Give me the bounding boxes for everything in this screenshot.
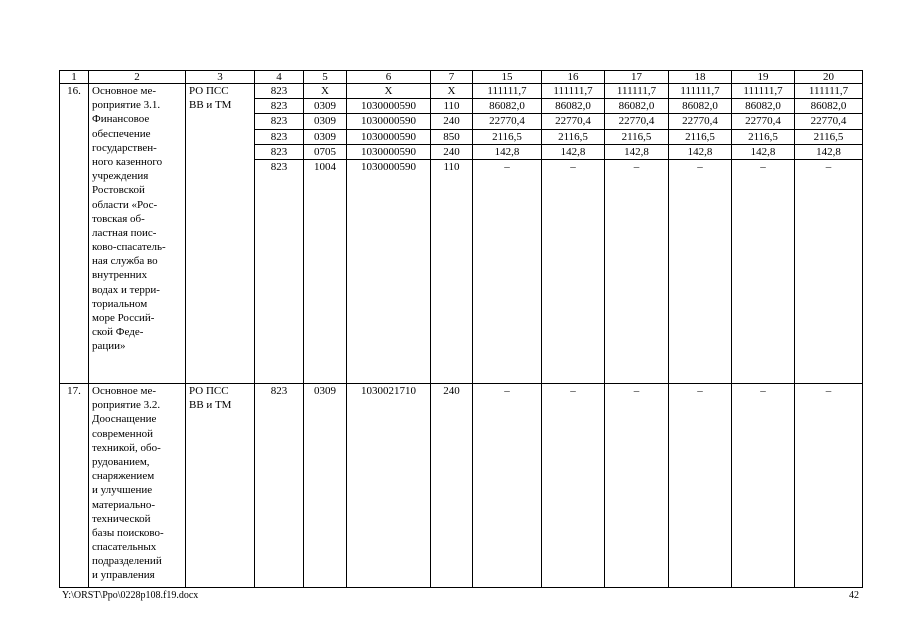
description-line: товская об- xyxy=(92,212,145,225)
expense-type-code-column xyxy=(431,384,473,588)
section-code-column xyxy=(304,384,347,588)
amount-value: – xyxy=(633,385,640,397)
year-value-column xyxy=(669,384,732,588)
grbs-code-column xyxy=(255,84,304,384)
amount-value: 111111,7 xyxy=(732,84,794,99)
year-value-column xyxy=(669,84,732,384)
description-line: спасательных xyxy=(92,541,157,554)
description-line: Основное ме- xyxy=(92,85,157,97)
header-cell: 1 xyxy=(60,71,89,84)
year-value-column xyxy=(542,84,605,384)
amount-value: 86082,0 xyxy=(542,99,604,114)
header-cell: 6 xyxy=(347,71,431,84)
amount-value: 86082,0 xyxy=(795,99,862,114)
year-value-column xyxy=(795,84,863,384)
document-path: Y:\ORST\Ppo\0228p108.f19.docx xyxy=(62,590,199,601)
header-cell: 19 xyxy=(732,71,795,84)
amount-value: – xyxy=(570,385,576,397)
executor-line: ВВ и ТМ xyxy=(189,399,232,412)
target-article-code: 1030000590 xyxy=(361,160,416,173)
budget-table xyxy=(59,70,863,588)
table-row xyxy=(60,384,863,588)
amount-value: 86082,0 xyxy=(732,99,794,114)
amount-value: 142,8 xyxy=(542,145,604,160)
description-line: ластная поис- xyxy=(92,226,157,239)
amount-value: 142,8 xyxy=(669,145,731,160)
activity-description xyxy=(89,384,186,588)
grbs-code: 823 xyxy=(270,385,288,397)
expense-type-code: 110 xyxy=(431,99,472,114)
description-line: ской Феде- xyxy=(92,326,144,339)
section-code: 1004 xyxy=(314,160,336,173)
description-line: рудованием, xyxy=(92,455,150,468)
description-line: внутренних xyxy=(92,269,148,282)
header-cell: 7 xyxy=(431,71,473,84)
executor-line: РО ПСС xyxy=(189,385,229,397)
amount-value: – xyxy=(760,385,766,397)
table-body xyxy=(60,84,863,588)
description-line: обеспечение xyxy=(92,127,151,140)
row-number-text: 16. xyxy=(67,85,81,97)
amount-value: 142,8 xyxy=(605,145,668,160)
description-line: базы поисково- xyxy=(92,526,164,539)
target-article-code: 1030000590 xyxy=(347,145,430,160)
row-number xyxy=(60,384,89,588)
amount-value: 111111,7 xyxy=(473,84,541,99)
grbs-code: 823 xyxy=(255,99,303,114)
responsible-executor xyxy=(186,384,255,588)
amount-value: – xyxy=(825,160,832,173)
grbs-code: 823 xyxy=(255,130,303,145)
description-line: Ростовской xyxy=(92,184,145,197)
expense-type-code: 240 xyxy=(431,114,472,129)
description-line: рации» xyxy=(92,340,126,353)
table-row xyxy=(60,84,863,384)
description-line: техникой, обо- xyxy=(92,441,161,454)
amount-value: 111111,7 xyxy=(669,84,731,99)
amount-value: 2116,5 xyxy=(795,130,862,145)
grbs-code: 823 xyxy=(270,160,288,173)
amount-value: 22770,4 xyxy=(669,114,731,129)
description-line: материально- xyxy=(92,498,156,511)
description-line: области «Рос- xyxy=(92,198,158,211)
grbs-code-column xyxy=(255,384,304,588)
amount-value: 22770,4 xyxy=(732,114,794,129)
amount-value: 142,8 xyxy=(473,145,541,160)
description-line: государствен- xyxy=(92,141,157,154)
description-line: технической xyxy=(92,512,151,525)
amount-value: 142,8 xyxy=(795,145,862,160)
expense-type-code-column xyxy=(431,84,473,384)
column-number-row xyxy=(60,71,863,84)
section-code: 0705 xyxy=(304,145,346,160)
header-cell: 4 xyxy=(255,71,304,84)
amount-value: 86082,0 xyxy=(605,99,668,114)
header-cell: 17 xyxy=(605,71,669,84)
amount-value: 111111,7 xyxy=(795,84,862,99)
row-number-text: 17. xyxy=(67,385,81,397)
header-cell: 18 xyxy=(669,71,732,84)
year-value-column xyxy=(542,384,605,588)
amount-value: 22770,4 xyxy=(542,114,604,129)
amount-value: – xyxy=(760,160,766,173)
row-number xyxy=(60,84,89,384)
header-cell: 15 xyxy=(473,71,542,84)
responsible-executor xyxy=(186,84,255,384)
amount-value: – xyxy=(697,160,703,173)
year-value-column xyxy=(473,384,542,588)
amount-value: – xyxy=(633,160,640,173)
amount-value: 2116,5 xyxy=(542,130,604,145)
description-line: и управления xyxy=(92,569,155,582)
description-line: подразделений xyxy=(92,555,162,568)
executor-line: ВВ и ТМ xyxy=(189,99,232,112)
grbs-code: 823 xyxy=(255,114,303,129)
description-line: роприятие 3.1. xyxy=(92,99,161,112)
amount-value: – xyxy=(825,385,832,397)
grbs-code: 823 xyxy=(255,145,303,160)
amount-value: – xyxy=(504,160,510,173)
target-article-code-column xyxy=(347,84,431,384)
description-line: учреждения xyxy=(92,170,149,183)
year-value-column xyxy=(605,384,669,588)
header-cell: 20 xyxy=(795,71,863,84)
target-article-code-column xyxy=(347,384,431,588)
amount-value: 2116,5 xyxy=(605,130,668,145)
amount-value: – xyxy=(504,385,510,397)
description-line: ково-спасатель- xyxy=(92,241,166,254)
expense-type-code: 240 xyxy=(431,145,472,160)
description-line: Финансовое xyxy=(92,113,150,126)
amount-value: 111111,7 xyxy=(605,84,668,99)
header-cell: 2 xyxy=(89,71,186,84)
expense-type-code: 240 xyxy=(443,385,460,397)
description-line: снаряжением xyxy=(92,470,155,483)
amount-value: 111111,7 xyxy=(542,84,604,99)
target-article-code: 1030000590 xyxy=(347,114,430,129)
section-code: 0309 xyxy=(304,130,346,145)
amount-value: 86082,0 xyxy=(669,99,731,114)
description-line: ная служба во xyxy=(92,255,158,268)
amount-value: 86082,0 xyxy=(473,99,541,114)
expense-type-code: 850 xyxy=(431,130,472,145)
activity-description xyxy=(89,84,186,384)
year-value-column xyxy=(732,84,795,384)
expense-type-code: 110 xyxy=(443,160,460,173)
section-code: Х xyxy=(304,84,346,99)
year-value-column xyxy=(473,84,542,384)
amount-value: 2116,5 xyxy=(473,130,541,145)
header-cell: 5 xyxy=(304,71,347,84)
header-cell: 3 xyxy=(186,71,255,84)
amount-value: – xyxy=(697,385,703,397)
description-line: роприятие 3.2. xyxy=(92,399,161,412)
target-article-code: Х xyxy=(347,84,430,99)
description-line: и улучшение xyxy=(92,484,153,497)
description-line: современной xyxy=(92,427,153,440)
amount-value: 142,8 xyxy=(732,145,794,160)
amount-value: 2116,5 xyxy=(732,130,794,145)
description-line: Дооснащение xyxy=(92,413,157,426)
year-value-column xyxy=(795,384,863,588)
target-article-code: 1030000590 xyxy=(347,99,430,114)
description-line: Основное ме- xyxy=(92,385,157,397)
year-value-column xyxy=(732,384,795,588)
description-line: море Россий- xyxy=(92,312,155,324)
amount-value: 2116,5 xyxy=(669,130,731,145)
header-cell: 16 xyxy=(542,71,605,84)
section-code: 0309 xyxy=(304,114,346,129)
amount-value: 22770,4 xyxy=(795,114,862,129)
year-value-column xyxy=(605,84,669,384)
expense-type-code: Х xyxy=(431,84,472,99)
section-code: 0309 xyxy=(304,99,346,114)
target-article-code: 1030021710 xyxy=(361,385,416,397)
section-code: 0309 xyxy=(314,385,336,397)
description-line: ториальном xyxy=(92,297,148,310)
section-code-column xyxy=(304,84,347,384)
description-line: ного казенного xyxy=(92,155,163,168)
page-number: 42 xyxy=(849,590,859,601)
target-article-code: 1030000590 xyxy=(347,130,430,145)
amount-value: 22770,4 xyxy=(605,114,668,129)
amount-value: – xyxy=(570,160,576,173)
grbs-code: 823 xyxy=(255,84,303,99)
executor-line: РО ПСС xyxy=(189,85,229,97)
description-line: водах и терри- xyxy=(92,283,160,296)
amount-value: 22770,4 xyxy=(473,114,541,129)
